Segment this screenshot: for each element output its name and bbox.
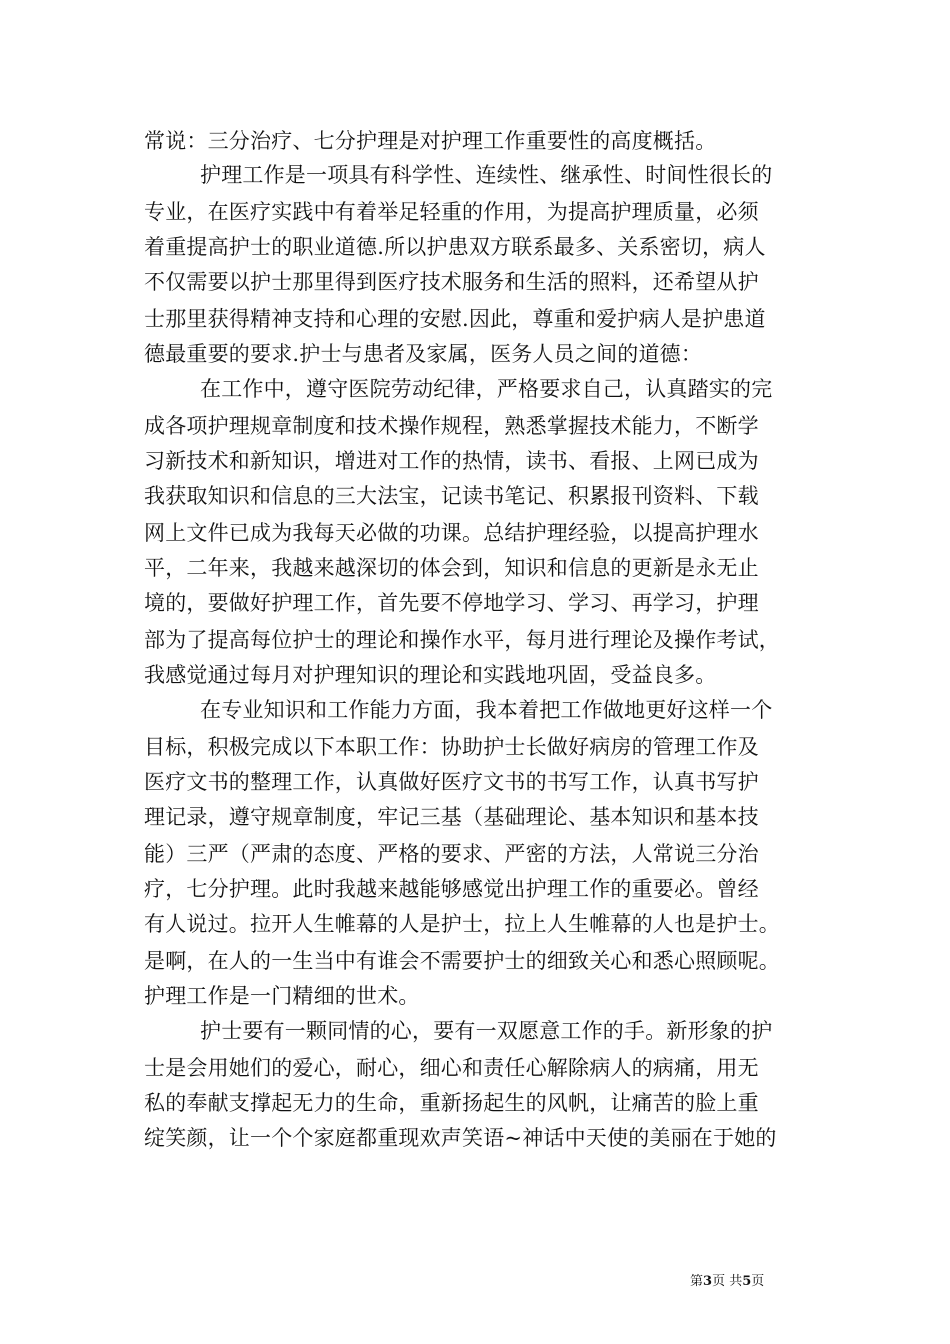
total-pages-number: 5 — [742, 1274, 752, 1289]
footer-middle: 页 共 — [712, 1274, 743, 1289]
text-line-27: 士是会用她们的爱心，耐心，细心和责任心解除病人的病痛，用无 — [144, 1056, 759, 1080]
text-line-6: 士那里获得精神支持和心理的安慰.因此，尊重和爱护病人是护患道 — [144, 307, 766, 331]
text-line-29: 绽笑颜，让一个个家庭都重现欢声笑语~神话中天使的美丽在于她的 — [144, 1126, 777, 1150]
footer-prefix: 第 — [690, 1274, 704, 1289]
text-line-14: 境的，要做好护理工作，首先要不停地学习、学习、再学习，护理 — [144, 591, 759, 615]
text-line-7: 德最重要的要求.护士与患者及家属，医务人员之间的道德： — [144, 342, 703, 366]
text-line-16: 我感觉通过每月对护理知识的理论和实践地巩固，受益良多。 — [144, 663, 717, 687]
text-line-24: 是啊，在人的一生当中有谁会不需要护士的细致关心和悉心照顾呢。 — [144, 949, 780, 973]
text-line-22: 疗，七分护理。此时我越来越能够感觉出护理工作的重要必。曾经 — [144, 877, 759, 901]
current-page-number: 3 — [703, 1274, 713, 1289]
text-line-8-paragraph-start: 在工作中，遵守医院劳动纪律，严格要求自己，认真踏实的完 — [200, 377, 773, 401]
text-line-15: 部为了提高每位护士的理论和操作水平，每月进行理论及操作考试， — [144, 628, 780, 652]
text-line-18: 目标，积极完成以下本职工作：协助护士长做好病房的管理工作及 — [144, 735, 759, 759]
text-line-13: 平，二年来，我越来越深切的体会到，知识和信息的更新是永无止 — [144, 556, 759, 580]
text-line-20: 理记录，遵守规章制度，牢记三基（基础理论、基本知识和基本技 — [144, 805, 759, 829]
text-line-26-paragraph-start: 护士要有一颗同情的心，要有一双愿意工作的手。新形象的护 — [200, 1019, 773, 1043]
text-line-28: 私的奉献支撑起无力的生命，重新扬起生的风帆，让痛苦的脸上重 — [144, 1091, 759, 1115]
text-line-17-paragraph-start: 在专业知识和工作能力方面，我本着把工作做地更好这样一个 — [200, 698, 773, 722]
text-line-19: 医疗文书的整理工作，认真做好医疗文书的书写工作，认真书写护 — [144, 770, 759, 794]
text-line-9: 成各项护理规章制度和技术操作规程，熟悉掌握技术能力，不断学 — [144, 414, 759, 438]
text-line-5: 不仅需要以护士那里得到医疗技术服务和生活的照料，还希望从护 — [144, 270, 759, 294]
text-line-12: 网上文件已成为我每天必做的功课。总结护理经验，以提高护理水 — [144, 521, 759, 545]
text-line-21: 能）三严（严肃的态度、严格的要求、严密的方法，人常说三分治 — [144, 842, 759, 866]
text-line-23: 有人说过。拉开人生帷幕的人是护士，拉上人生帷幕的人也是护士。 — [144, 912, 780, 936]
text-line-25: 护理工作是一门精细的世术。 — [144, 984, 420, 1008]
text-line-10: 习新技术和新知识，增进对工作的热情，读书、看报、上网已成为 — [144, 449, 759, 473]
footer-suffix: 页 — [751, 1274, 765, 1289]
text-line-11: 我获取知识和信息的三大法宝，记读书笔记、积累报刊资料、下载 — [144, 484, 759, 508]
text-line-4: 着重提高护士的职业道德.所以护患双方联系最多、关系密切，病人 — [144, 235, 766, 259]
page-footer — [690, 1272, 840, 1292]
text-line-1: 常说：三分治疗、七分护理是对护理工作重要性的高度概括。 — [144, 129, 717, 153]
text-line-3: 专业，在医疗实践中有着举足轻重的作用，为提高护理质量，必须 — [144, 200, 759, 224]
text-line-2-paragraph-start: 护理工作是一项具有科学性、连续性、继承性、时间性很长的 — [200, 163, 773, 187]
